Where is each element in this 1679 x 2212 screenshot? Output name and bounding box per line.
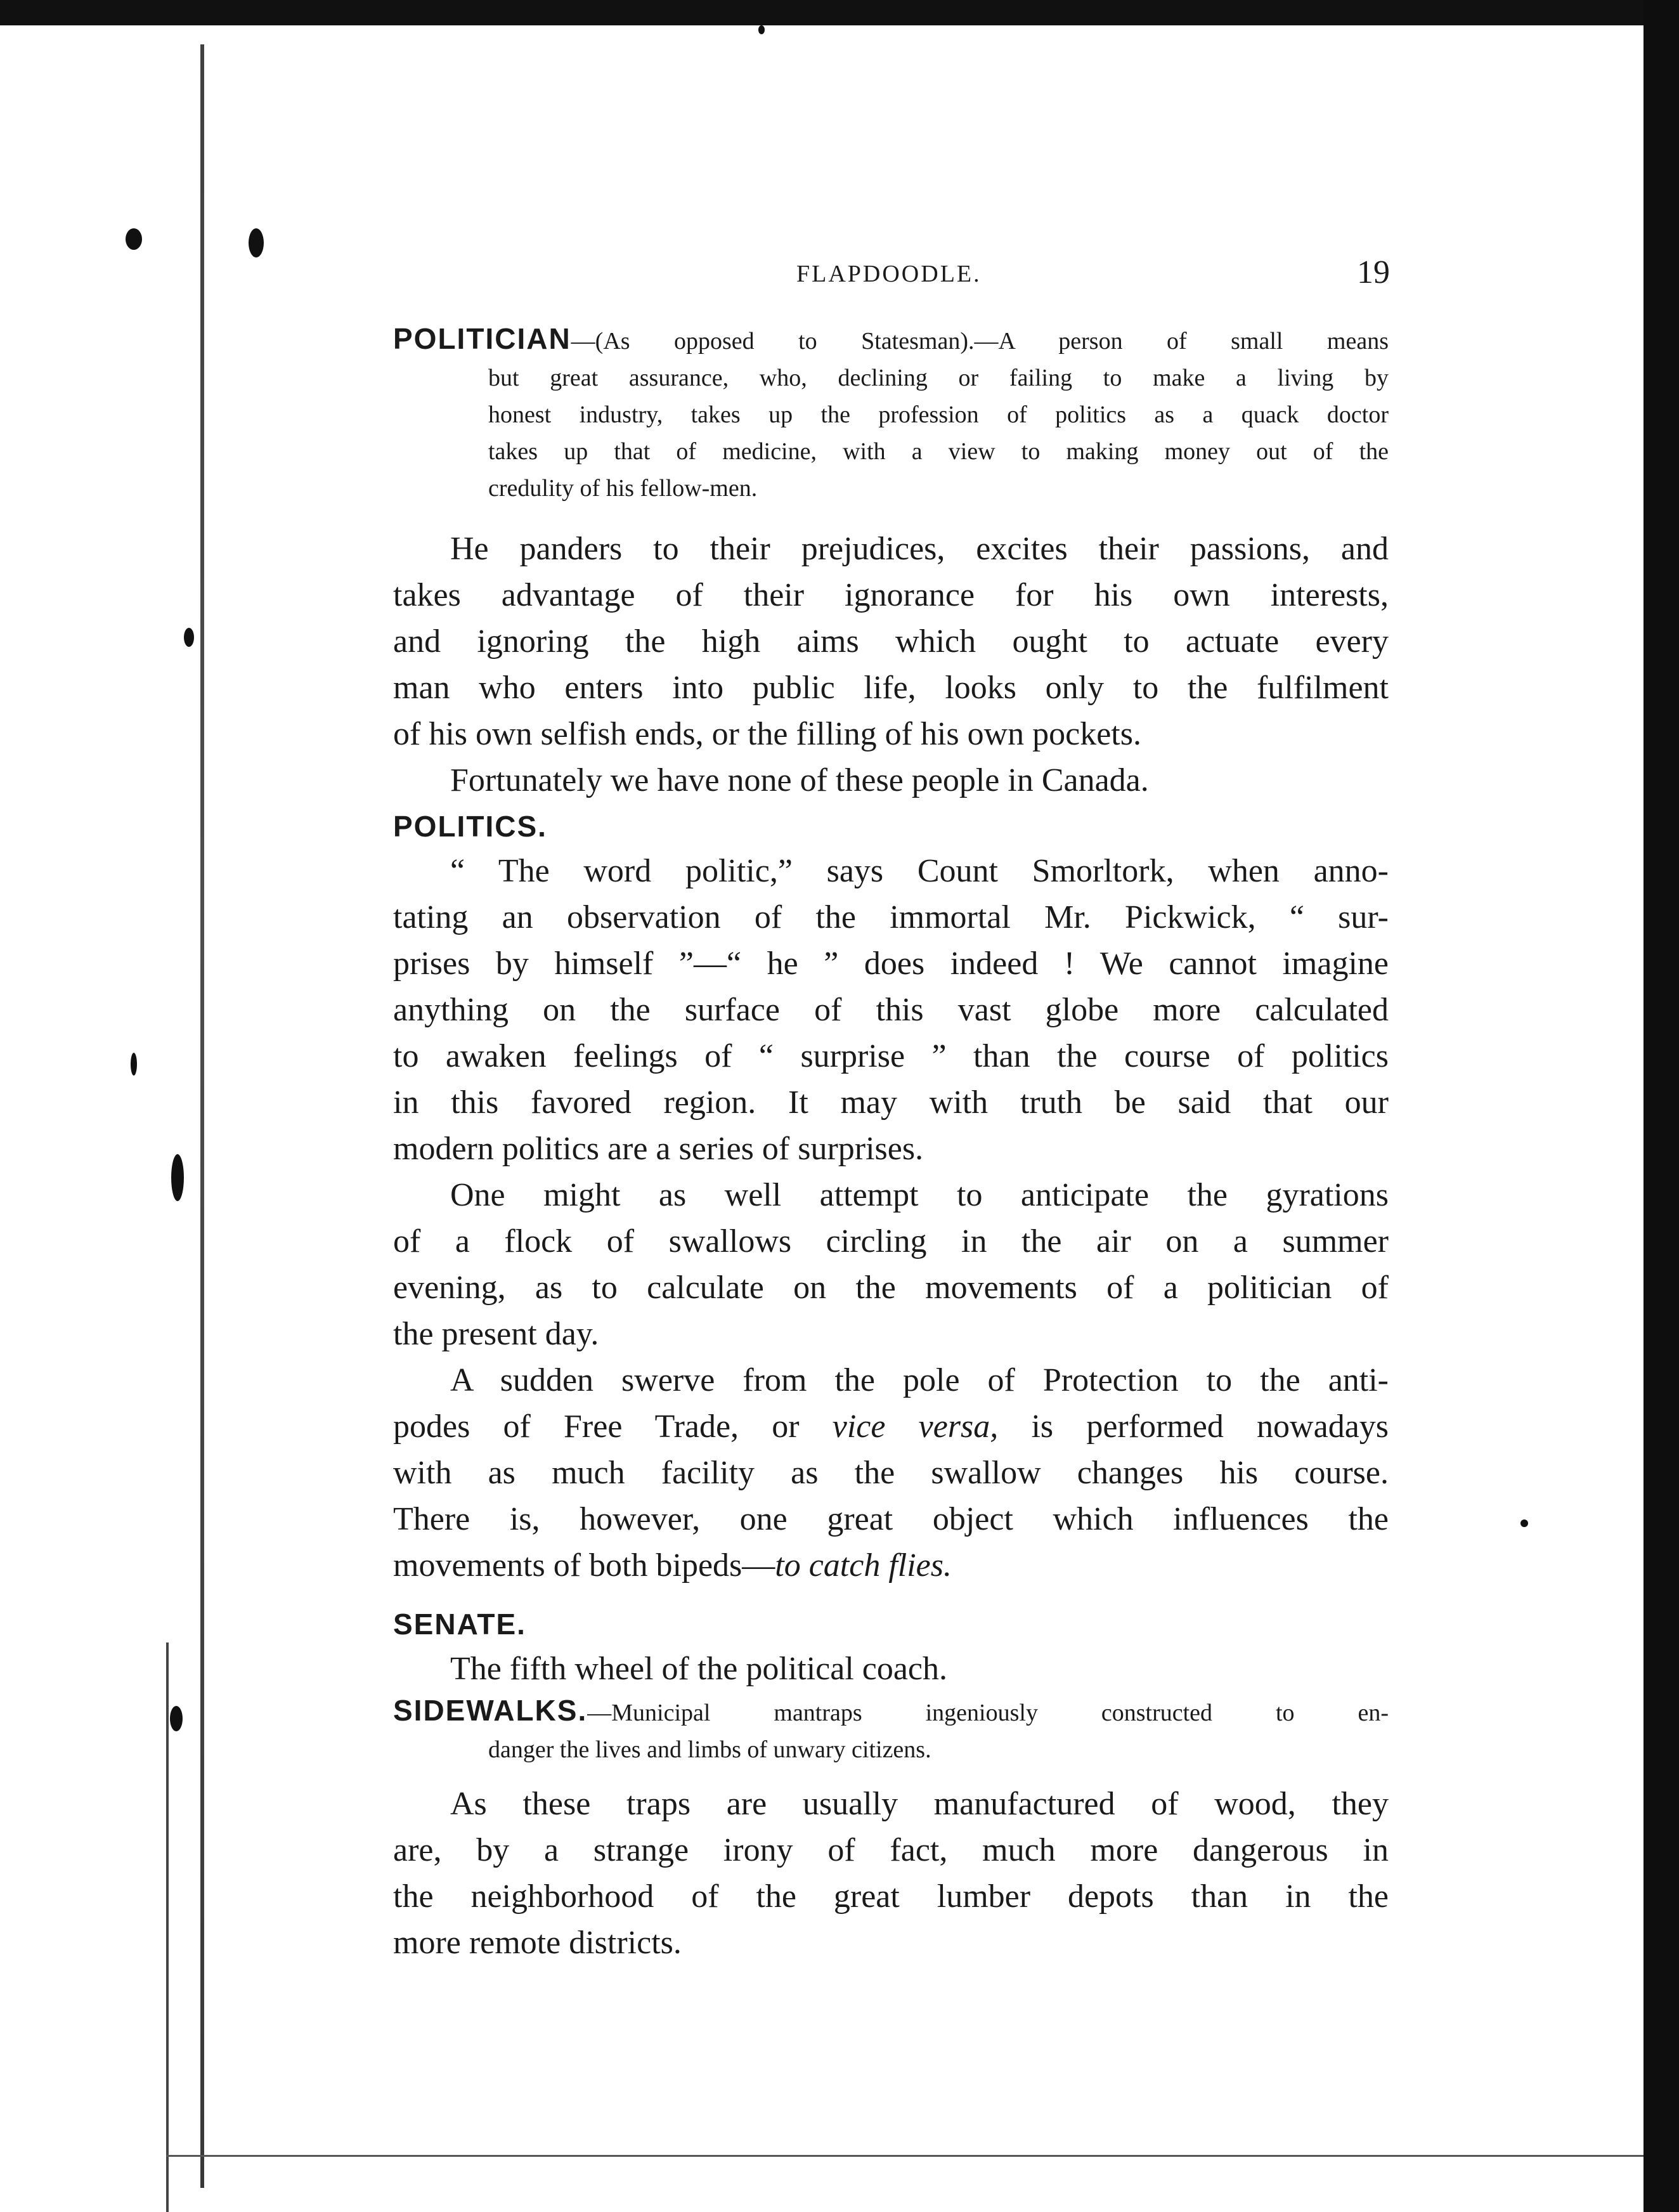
page-bottom-edge <box>166 2155 1643 2157</box>
body-line: He panders to their prejudices, excites their passions, and <box>450 531 1389 567</box>
body-line <box>393 1542 1389 1589</box>
body-line: prises by himself ”—“ he ” does indeed ! We cannot imagine <box>393 946 1389 982</box>
politician-first-line <box>393 320 1389 360</box>
entry-senate <box>393 1605 1389 1692</box>
running-head-title: FLAPDOODLE. <box>796 261 982 287</box>
body-text: is performed nowadays <box>1031 1409 1389 1445</box>
scan-speck <box>170 1706 183 1731</box>
entry-sidewalks <box>393 1692 1389 1966</box>
entry-politician <box>393 320 1389 803</box>
body-line: The fifth wheel of the political coach. <box>450 1651 948 1687</box>
definition-line: —(As opposed to Statesman).—A person of small means <box>571 328 1389 355</box>
headword-politics: POLITICS. <box>393 810 547 843</box>
body-line: A sudden swerve from the pole of Protection to the anti- <box>450 1362 1389 1398</box>
body-line: anything on the surface of this vast globe more calculated <box>393 992 1389 1028</box>
page-number: 19 <box>1357 254 1390 290</box>
body-line: more remote districts. <box>393 1925 682 1961</box>
body-line: evening, as to calculate on the movements of a politician of <box>393 1270 1389 1306</box>
italic-phrase: to catch flies. <box>775 1547 952 1584</box>
body-line: to awaken feelings of “ surprise ” than the course of politics <box>393 1038 1389 1074</box>
body-line: are, by a strange irony of fact, much more dangerous in <box>393 1832 1389 1868</box>
body-line: with as much facility as the swallow changes his course. <box>393 1455 1389 1491</box>
entry-politics <box>393 807 1389 1589</box>
body-line: One might as well attempt to anticipate the gyrations <box>450 1177 1389 1213</box>
running-head <box>380 254 1395 298</box>
body-line: the neighborhood of the great lumber depots than in the <box>393 1878 1389 1915</box>
sidewalks-first-line <box>393 1692 1389 1731</box>
body-line: As these traps are usually manufactured of wood, they <box>450 1786 1389 1822</box>
definition-line: —Municipal mantraps ingeniously constructed to en- <box>587 1700 1389 1726</box>
scan-speck <box>1520 1519 1528 1527</box>
scan-right-border <box>1643 0 1679 2212</box>
scan-speck <box>131 1053 137 1076</box>
body-line: and ignoring the high aims which ought to actuate every <box>393 623 1389 660</box>
scan-speck <box>126 228 142 250</box>
body-line: modern politics are a series of surprises. <box>393 1131 924 1167</box>
binding-gutter-line <box>200 44 204 2188</box>
body-line: tating an observation of the immortal Mr. Pickwick, “ sur- <box>393 899 1389 935</box>
body-text: podes of Free Trade, or <box>393 1409 800 1445</box>
body-line: in this favored region. It may with truth be said that our <box>393 1084 1389 1121</box>
definition-line: credulity of his fellow-men. <box>488 475 758 502</box>
headword-senate: SENATE. <box>393 1608 526 1641</box>
italic-phrase: vice versa, <box>832 1409 999 1445</box>
scan-speck <box>184 628 194 647</box>
body-line: “ The word politic,” says Count Smorltork, when anno- <box>450 853 1389 889</box>
binding-gutter-line-lower <box>166 1643 169 2212</box>
definition-line: honest industry, takes up the profession of politics as a quack doctor <box>488 401 1389 428</box>
headword-politician: POLITICIAN <box>393 322 571 355</box>
headword-sidewalks: SIDEWALKS. <box>393 1694 588 1727</box>
body-line: There is, however, one great object which influences the <box>393 1501 1389 1537</box>
body-line: of a flock of swallows circling in the air on a summer <box>393 1223 1389 1259</box>
scan-speck <box>1025 6 1034 18</box>
scan-speck <box>171 1154 184 1201</box>
body-line: the present day. <box>393 1316 599 1352</box>
body-text: movements of both bipeds— <box>393 1547 775 1584</box>
scan-top-border <box>0 0 1679 25</box>
body-line: man who enters into public life, looks only to the fulfilment <box>393 670 1389 706</box>
page-body <box>393 320 1389 1966</box>
definition-line: danger the lives and limbs of unwary citizens. <box>488 1736 931 1763</box>
definition-line: but great assurance, who, declining or failing to make a living by <box>488 365 1389 391</box>
body-line: takes advantage of their ignorance for his own interests, <box>393 577 1389 613</box>
body-line <box>393 1403 1389 1450</box>
scan-speck <box>249 228 264 257</box>
definition-line: takes up that of medicine, with a view to making money out of the <box>488 438 1389 465</box>
body-line: Fortunately we have none of these people in Canada. <box>450 762 1149 798</box>
body-line: of his own selfish ends, or the filling of his own pockets. <box>393 716 1141 752</box>
scan-speck <box>758 25 765 34</box>
